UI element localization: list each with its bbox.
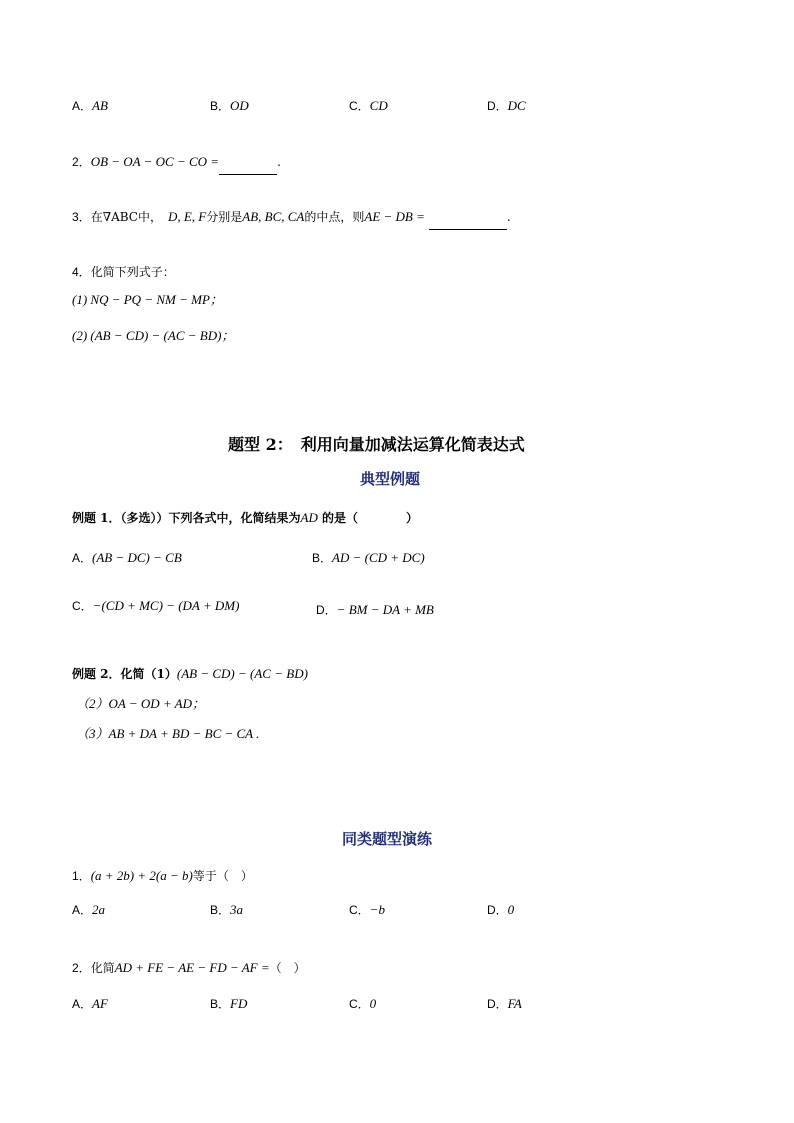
practice-2-option-d: D．FA — [487, 996, 522, 1011]
example-1-option-d: D．− BM − DA + MB — [316, 602, 434, 617]
example-2-part-3: （3）AB + DA + BD − BC − CA . — [76, 726, 260, 741]
q1-option-c: C．CD — [349, 98, 388, 113]
practice-1-option-c: C．−b — [349, 902, 385, 917]
example-2-part-2: （2）OA − OD + AD； — [76, 696, 206, 711]
practice-1-option-d: D．0 — [487, 902, 515, 917]
q1-option-d: D．DC — [487, 98, 526, 113]
question-2: 2．OB − OA − OC − CO = . — [72, 152, 281, 175]
q1-option-a: A．AB — [72, 98, 108, 113]
answer-blank — [219, 154, 277, 175]
practice-1-option-b: B．3a — [210, 902, 244, 917]
example-2: 例题 2．化简（1）(AB − CD) − (AC − BD) — [72, 666, 308, 681]
question-4-part-2: (2) (AB − CD) − (AC − BD)； — [72, 328, 235, 343]
section-heading: 题型 2： 利用向量加减法运算化简表达式 — [228, 435, 525, 454]
practice-question-1: 1．(a + 2b) + 2(a − b)等于（ ） — [72, 868, 253, 883]
q1-option-b: B．OD — [210, 98, 249, 113]
practice-1-option-a: A．2a — [72, 902, 106, 917]
example-1: 例题 1．（多选））下列各式中，化简结果为AD 的是（ ） — [72, 510, 419, 525]
practice-2-option-a: A．AF — [72, 996, 108, 1011]
question-3: 3．在∇ABC中， D, E, F分别是AB, BC, CA的中点，则AE − DB = . — [72, 207, 511, 230]
practice-2-option-b: B．FD — [210, 996, 248, 1011]
question-4-part-1: (1) NQ − PQ − NM − MP； — [72, 292, 223, 307]
answer-blank — [429, 209, 507, 230]
practice-question-2: 2．化简AD + FE − AE − FD − AF =（ ） — [72, 960, 306, 975]
example-1-option-c: C．−(CD + MC) − (DA + DM) — [72, 598, 240, 613]
section-subheading: 典型例题 — [360, 470, 421, 488]
practice-heading: 同类题型演练 — [342, 830, 433, 848]
practice-2-option-c: C．0 — [349, 996, 377, 1011]
example-1-option-b: B．AD − (CD + DC) — [312, 550, 425, 565]
example-1-option-a: A．(AB − DC) − CB — [72, 550, 182, 565]
question-4: 4．化简下列式子： — [72, 265, 175, 279]
